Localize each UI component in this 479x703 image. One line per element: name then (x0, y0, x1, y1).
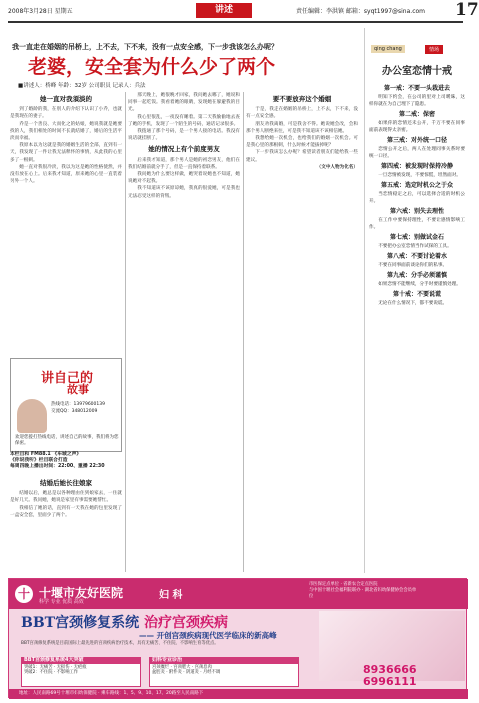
paragraph: 我问她为什么要这样做，她哭着说她也不知道，她说她对不起我。 (128, 172, 240, 185)
rule-heading: 第七戒：别做试金石 (389, 234, 444, 241)
radio-footnote: 本栏目和 FM88.1 《车城之声》 《你说我听》栏目联合打造 每周四晚上播出时间：22:00、重播 22:30 (10, 452, 105, 469)
rule-heading: 第十戒：不要说谎 (392, 291, 441, 298)
paragraph: 乔是一个善良、大而化之的姑娘，她说我就是她要找的人，我们相处的时间不长就结婚了，婚后的生活平淡而幸福。 (10, 121, 122, 142)
column-subheading: 要不要放弃这个婚姻 (272, 95, 332, 103)
rule-heading: 第六戒：别失去理性 (389, 208, 444, 215)
sidebar-tag-2: 情场 (425, 45, 443, 54)
rule-heading: 第三戒：对外统一口径 (386, 137, 447, 144)
ad-headline (21, 612, 228, 632)
hotline-info: 热线电话：13979600139 交流QQ：348012009 (51, 402, 105, 414)
paragraph: 我想给她一次机会，也给我们的婚姻一次机会。可是我心里的那根刺，什么时候才能拔掉呢？ (246, 136, 358, 149)
sidebar-tag: qing chang (371, 45, 405, 53)
article-kicker: 我一直走在婚姻的吊桥上，上不去，下不来，没有一点安全感，下一步我该怎么办呢？ (12, 43, 278, 51)
rule-text: 恋情公开之后，两人在处理同事关系时要统一口径。 (369, 147, 465, 159)
paragraph: 我不知道该不该原谅她，我真的很爱她，可是我也无法忍受这样的背叛。 (128, 186, 240, 199)
rule-heading: 第八戒：不要讨论着水 (386, 253, 447, 260)
paragraph: 我心里很乱，一夜没有睡着。第二天我偷偷地去查了她的手机，发现了一个陌生的号码，通话记录很多。 (128, 114, 240, 127)
story-hotline-box (10, 358, 122, 452)
paragraph: 下一步我该怎么办呢？希望读者朋友们能给我一些建议。 (246, 150, 358, 163)
rule-text: 如果恋情不能继续，分手时要谨慎处理。 (378, 282, 461, 287)
page-number: 17 (455, 0, 479, 20)
ad-hotline-2: 6996111 (363, 675, 417, 688)
box-title-2: 故事 (67, 383, 89, 396)
article-headline: 老婆，安全套为什么少了两个 (28, 56, 276, 78)
paragraph: 到了婚龄的我，在别人的介绍下认识了小乔，也就是我现在的妻子。 (10, 107, 122, 120)
rule-text: 明知下约会，在公司的里对上司暧昧，这样你就在为自己埋下了隐患。 (369, 95, 465, 107)
hospital-slogan: 科学 专业 优质 高效 (39, 599, 84, 605)
page-header (0, 0, 479, 24)
sidebar-office-romance (364, 28, 466, 573)
paragraph: 我原本以为这就是我的婚姻生活的全部，直到有一天，我发现了一件让我无法释怀的事情，从此我的心里多了一根刺。 (10, 143, 122, 163)
rule-heading: 第二戒：保密 (398, 111, 435, 118)
ad-headline-blue: BBT宫颈修复系统 (21, 615, 140, 631)
rule-text: 无论在什么情况下，都不要说谎。 (378, 301, 448, 306)
article-column-2 (128, 92, 240, 572)
rule-heading: 第九戒：分手必须谨慎 (386, 272, 447, 279)
rule-heading: 第五戒：选定时机公之于众 (380, 182, 453, 189)
hospital-credentials: 市医保定点单位 · 省新农合定点医院 与中国十堰社会福利院联办 · 湖北省妇幼保健协会会员单位 (309, 582, 417, 599)
rule-text: 如果你的恋情还未公开，千万不要在同事面前表现得太亲密。 (369, 121, 465, 133)
ad-subheadline: —— 开创宫颈疾病现代医学临床的新高峰 (139, 631, 277, 640)
editor-credit: 责任编辑：李洪镇 邮箱：syqt1997@sina.com (296, 8, 426, 15)
article-column-3 (246, 92, 358, 572)
ad-hotline: 8936666 (363, 663, 417, 676)
rule-text: 当恋情稳定之后，可以选择合适的时机公开。 (369, 192, 465, 204)
box-title: 讲自己的 (41, 371, 94, 386)
paragraph: 我拨通了那个号码，是一个男人接的电话。我没有说话就挂断了。 (128, 129, 240, 142)
paragraph: 结婚以后，她总是以各种理由住到娘家去，一住就是好几天。我问她，她说是家里有事需要她帮忙。 (10, 491, 122, 504)
ad-body-text: BBT宫颈修复系统是目前国际上最先进的宫颈疾病治疗技术，具有无痛苦、不住院、不影响生育等优点。 (21, 641, 219, 646)
paragraph: 那天晚上，她很晚才回家，我问她去哪了，她说和同事一起吃饭。我看着她的眼睛，发现她在躲避我的目光。 (128, 93, 240, 113)
ad-footer: 地址：人民南路69号十堰市妇幼保健院 · 乘车路线：1、5、9、10、17、20路至人民南路下 (9, 689, 468, 699)
column-divider (243, 92, 244, 572)
article-byline: ■讲述人：桥峰 年龄：32岁 公司职员 记录人：兵法 (18, 83, 146, 89)
hospital-cross-icon: 十 (15, 585, 33, 603)
article-column-1 (10, 92, 122, 354)
ad-headline-red: 治疗宫颈疾病 (143, 615, 228, 631)
woman-photo (17, 399, 47, 433)
ad-services-box (149, 657, 299, 687)
box-heading: 妇科专业诊治 (150, 658, 298, 664)
column-divider (125, 92, 126, 572)
header-rule (8, 21, 463, 23)
article-signoff: （文中人物为化名） (316, 164, 358, 170)
sidebar-title: 办公室恋情十戒 (382, 66, 452, 77)
rule-text: 在工作中要保持理性，不要让感情影响工作。 (369, 218, 465, 230)
column-subheading: 她的情况上有个前度男友 (148, 145, 220, 154)
paragraph: 她一直对我很冷淡，我以为这是她的性格使然，并没有放在心上。后来我才知道，原来她的心里一直装着另外一个人。 (10, 164, 122, 185)
rule-text: 不要在同事面前谈论你们的私事。 (378, 263, 448, 268)
paragraph: 后来我才知道，那个男人是她的初恋男友，他们在我们结婚前就分手了，但是一直保持着联系。 (128, 157, 240, 170)
rule-text: 一旦恋情被发现，不要惊慌，坦然面对。 (378, 173, 461, 178)
box-text: 宫颈糜烂 · 宫颈肥大 · 宫颈息肉 盆腔炎 · 附件炎 · 阴道炎 · 月经不调 (152, 664, 221, 675)
paragraph: 我相信了她的话，直到有一天我在她的包里发现了一盒安全套，里面少了两个。 (10, 505, 122, 518)
ad-banner (9, 579, 468, 609)
hospital-advertisement (8, 578, 467, 698)
box-heading: BBT宫颈修复系统4大突破 (22, 658, 140, 664)
box-text: 突破1：无痛苦 · 无损伤 · 无疤痕 突破2：不住院 · 不影响工作 (24, 664, 87, 675)
issue-date: 2008年3月28日 星期五 (8, 8, 73, 15)
section-label: 讲述 (196, 3, 252, 18)
hospital-name: 十堰市友好医院 (39, 586, 124, 600)
box-caption: 欢迎您拨打热线电话，讲述自己的故事，我们将为您保密。 (15, 435, 119, 446)
column-subheading: 她一直对我須淡的 (40, 95, 92, 103)
rule-heading: 第一戒：不要一头栽进去 (383, 85, 450, 92)
paragraph: 朋友劝我离婚，可是我舍不得。她说她会改，会和那个男人断绝来往，可是我不知道该不该相信她。 (246, 121, 358, 134)
article-column-1b (10, 476, 122, 572)
rule-heading: 第四戒：被发现时保持冷静 (380, 163, 453, 170)
ad-breakthrough-box (21, 657, 141, 687)
department-label: 妇 科 (159, 590, 183, 601)
paragraph: 于是，我走在婚姻的吊桥上，上不去，下不来，没有一点安全感。 (246, 107, 358, 120)
rule-text: 不要把办公室恋情当作试探的工具。 (378, 244, 452, 249)
column-subheading: 结婚后她长往娘家 (40, 479, 92, 487)
sidebar-body (369, 82, 465, 570)
